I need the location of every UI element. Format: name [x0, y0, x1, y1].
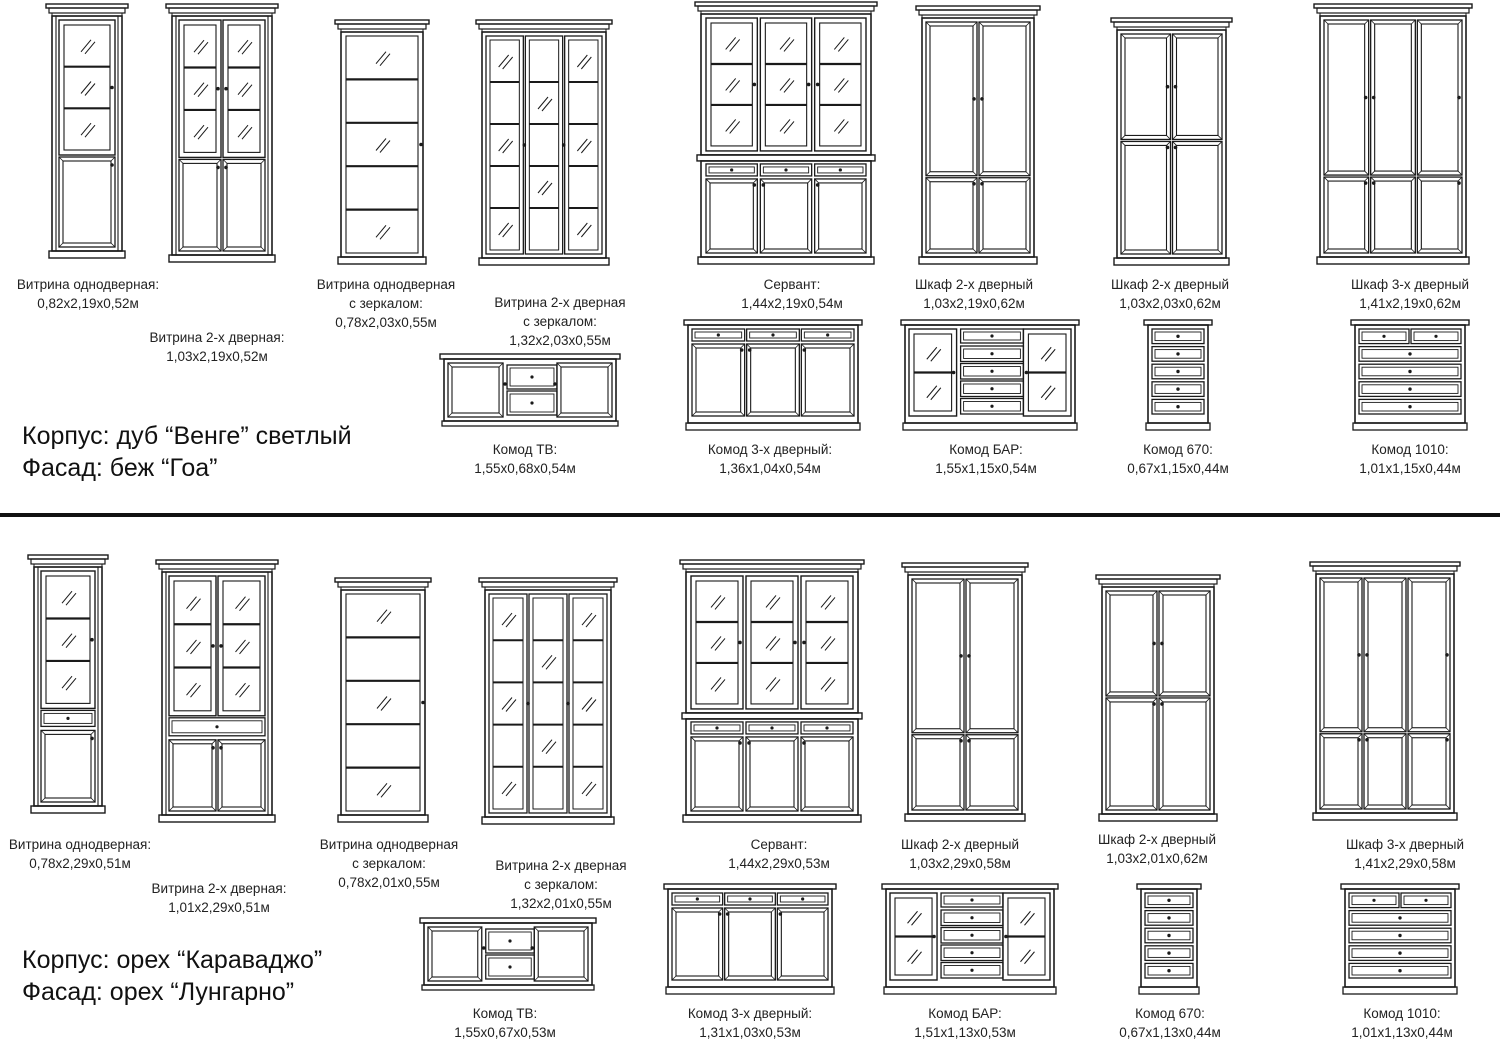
- item-label: Витрина 2-х дверная с зеркалом: 1,32х2,03х0,55м: [494, 295, 626, 348]
- item-label: Комод 3-х дверный: 1,31х1,03х0,53м: [687, 1006, 813, 1040]
- item-label: Комод ТВ: 1,55х0,67х0,53м: [454, 1006, 556, 1040]
- item-label: Витрина однодверная с зеркалом: 0,78х2,01х0,55м: [319, 837, 459, 890]
- wardrobe-2-door-icon: [902, 563, 1028, 821]
- vitrine-single-door-icon: [28, 555, 108, 813]
- item-label: Сервант: 1,44х2,29х0,53м: [728, 837, 830, 871]
- item-label: Комод БАР: 1,51х1,13х0,53м: [914, 1006, 1016, 1040]
- wardrobe-3-door-icon: [1314, 4, 1472, 264]
- item-label: Комод 670: 0,67х1,15х0,44м: [1127, 442, 1229, 476]
- chest-1010-icon: [1341, 884, 1459, 994]
- vitrine-single-door-icon: [46, 4, 128, 258]
- vitrine-double-door-icon: [156, 560, 278, 822]
- mirrored-double-vitrine-icon: [479, 578, 617, 824]
- wardrobe-2-door-icon: [1096, 575, 1220, 821]
- material-note-bottom: [22, 944, 322, 1008]
- mirrored-single-vitrine-icon: [335, 20, 429, 264]
- item-label: Комод 1010: 1,01х1,15х0,44м: [1359, 442, 1461, 476]
- material-note-top: [22, 420, 352, 484]
- tv-commode-icon: [440, 354, 620, 426]
- item-label: Сервант: 1,44х2,19х0,54м: [741, 277, 843, 311]
- mirrored-single-vitrine-icon: [335, 578, 431, 822]
- mirrored-double-vitrine-icon: [476, 20, 612, 265]
- item-label: Шкаф 3-х дверный 1,41х2,19х0,62м: [1350, 277, 1470, 311]
- tv-commode-icon: [420, 918, 596, 990]
- item-label: Шкаф 2-х дверный 1,03х2,01х0,62м: [1097, 832, 1217, 866]
- material-line: Фасад: беж “Гоа”: [22, 454, 218, 482]
- wardrobe-2-door-icon: [1111, 18, 1232, 265]
- bar-commode-icon: [901, 320, 1079, 430]
- section-divider: [0, 513, 1500, 517]
- item-label: Витрина 2-х дверная: 1,03х2,19х0,52м: [149, 330, 285, 364]
- bar-commode-icon: [882, 884, 1058, 994]
- item-label: Витрина однодверная: 0,82х2,19х0,52м: [16, 277, 160, 311]
- item-label: Комод 3-х дверный: 1,36х1,04х0,54м: [707, 442, 833, 476]
- sideboard-icon: [695, 2, 877, 264]
- item-label: Шкаф 3-х дверный 1,41х2,29х0,58м: [1345, 837, 1465, 871]
- sideboard-icon: [680, 560, 864, 822]
- wardrobe-3-door-icon: [1310, 562, 1460, 820]
- item-label: Комод БАР: 1,55х1,15х0,54м: [935, 442, 1037, 476]
- item-label: Шкаф 2-х дверный 1,03х2,29х0,58м: [900, 837, 1020, 871]
- material-line: Корпус: дуб “Венге” светлый: [22, 422, 352, 450]
- item-label: Витрина однодверная с зеркалом: 0,78х2,03х0,55м: [316, 277, 456, 330]
- item-label: Комод 1010: 1,01х1,13х0,44м: [1351, 1006, 1453, 1040]
- wardrobe-2-door-icon: [916, 6, 1040, 264]
- material-line: Корпус: орех “Караваджо”: [22, 946, 323, 974]
- item-label: Комод 670: 0,67х1,13х0,44м: [1119, 1006, 1221, 1040]
- material-line: Фасад: орех “Лунгарно”: [22, 978, 295, 1006]
- chest-670-icon: [1137, 884, 1201, 994]
- item-label: Витрина 2-х дверная: 1,01х2,29х0,51м: [151, 881, 287, 915]
- item-label: Витрина 2-х дверная с зеркалом: 1,32х2,01х0,55м: [495, 858, 627, 911]
- vitrine-double-door-icon: [166, 4, 278, 262]
- commode-3-door-icon: [664, 884, 836, 994]
- item-label: Шкаф 2-х дверный 1,03х2,03х0,62м: [1110, 277, 1230, 311]
- item-label: Комод ТВ: 1,55х0,68х0,54м: [474, 442, 576, 476]
- item-label: Витрина однодверная: 0,78х2,29х0,51м: [8, 837, 152, 871]
- chest-1010-icon: [1351, 320, 1469, 430]
- item-label: Шкаф 2-х дверный 1,03х2,19х0,62м: [914, 277, 1034, 311]
- commode-3-door-icon: [684, 320, 862, 430]
- chest-670-icon: [1144, 320, 1212, 430]
